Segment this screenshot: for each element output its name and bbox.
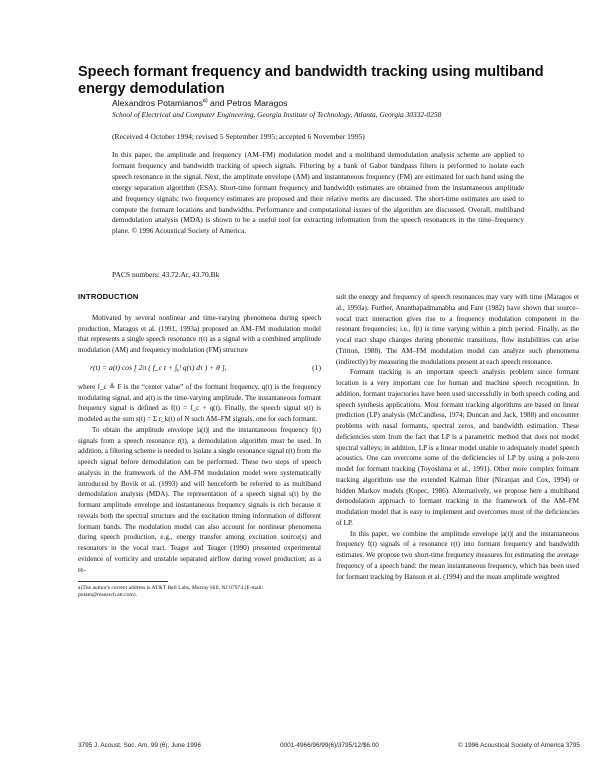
paper-title: Speech formant frequency and bandwidth tracking using multiband energy demodulation <box>78 64 544 97</box>
intro-paragraph-2: where f_c ≜ F is the “center value” of the formant frequency, q(t) is the frequency modulating signal, and a(t) is the time-varying amplitude. The instantaneous formant frequency signal is defined as f(t) = f_c + q(t). Finally, the speech signal s(t) is modeled as the sum s(t) = Σ r_k(t) of N such AM–FM signals, one for each formant. <box>78 382 321 423</box>
abstract-copyright: © 1996 Acoustical Society of America. <box>131 226 247 236</box>
abstract <box>112 150 524 237</box>
author-name-rest: and Petros Maragos <box>207 98 288 108</box>
equation-1 <box>78 356 321 382</box>
abstract-text: In this paper, the amplitude and frequency (AM–FM) modulation model and a multiband demodulation analysis scheme are applied to formant frequency and bandwidth tracking of speech signals. Filtering by a bank of Gabor bandpass filters is performed to isolate each speech resonance in the signal. Next, the amplitude envelope (AM) and instantaneous frequency (FM) are estimated for each band using the energy separation algorithm (ESA). Short-time formant frequency and bandwidth estimates are obtained from the instantaneous amplitude and frequency signals; two frequency estimates are proposed and their relative merits are discussed. The short-time estimates are used to compute the formant locations and bandwidths. Performance and computational issues of the algorithm are discussed. Overall, multiband demodulation analysis (MDA) is shown to be a useful tool for extracting information from the speech resonances in the time–frequency plane. <box>112 150 524 236</box>
footnote: a)The author's current address is AT&T Bell Labs, Murray Hill, NJ 07974 (E-mail: potam@research.att.com). <box>78 585 264 599</box>
right-column <box>336 292 579 582</box>
left-column <box>78 292 321 599</box>
page-footer <box>78 742 580 749</box>
equation-number: (1) <box>312 363 321 373</box>
authors <box>112 98 287 108</box>
footer-copyright: © 1996 Acoustical Society of America 3795 <box>458 742 580 749</box>
footnote-rule <box>78 581 168 582</box>
footer-journal: 3795 J. Acoust. Soc. Am. 99 (6), June 1996 <box>78 742 201 749</box>
affiliation: School of Electrical and Computer Engineering, Georgia Institute of Technology, Atlanta, Georgia 30332-0250 <box>112 110 442 119</box>
author-footnote-mark: a) <box>202 98 208 105</box>
equation-body: r(t) = a(t) cos [ 2π ( f_c t + ∫₀ᵗ q(τ) dτ ) + θ ], <box>90 363 227 373</box>
section-heading: INTRODUCTION <box>78 292 139 301</box>
intro-paragraph-3: To obtain the amplitude envelope |a(t)| and the instantaneous frequency f(t) signals from a speech resonance r(t), a demodulation algorithm must be used. In addition, a filtering scheme is needed to isolate a single resonance signal r(t) from the speech signal before demodulation can be performed. These two steps of speech analysis in the framework of the AM–FM modulation model were systematically introduced by Bovik et al. (1993) and will henceforth be referred to as multiband demodulation analysis (MDA). The representation of a speech signal s(t) by the formant amplitude envelope and instantaneous frequency signals is rich because it reveals both the spectral structure and the excitation timing information of different formant bands. The modulation model can also account for nonlinear phenomena during speech production, e.g., energy transfer among excitation source(s) and resonators in the vocal tract. Teager and Teager (1990) presented experimental evidence of vorticity and unstable separated airflow during vowel production; as a re- <box>78 425 321 574</box>
pacs-numbers: PACS numbers: 43.72.Ar, 43.70.Bk <box>112 270 220 279</box>
intro-paragraph-6: In this paper, we combine the amplitude envelope |a(t)| and the instantaneous frequency f(t) signals of a resonance r(t) into formant frequency and bandwidth estimates. We propose two short-time frequency measures for estimating the average frequency of a speech band: the mean instantaneous frequency, which has been used for formant tracking by Hanson et al. (1994) and the mean amplitude weighted <box>336 529 579 581</box>
author-name: Alexandros Potamianos <box>112 98 203 108</box>
footer-issn: 0001-4966/96/99(6)/3795/12/$6.00 <box>280 742 379 749</box>
intro-paragraph-1: Motivated by several nonlinear and time-varying phenomena during speech production, Maragos et al. (1991, 1993a) proposed an AM–FM modulation model that represents a single speech resonance r(t) as a signal with a combined amplitude modulation (AM) and frequency modulation (FM) structure <box>78 313 321 354</box>
intro-paragraph-4: sult the energy and frequency of speech resonances may vary with time (Maragos et al., 1993a). Further, Ananthapadmanabha and Fant (1982) have shown that source–vocal tract interaction gives rise to a frequency modulation component in the resonant frequencies; i.e., f(t) is time varying within a pitch period. Finally, as the vocal tract shape changes during phonemic transitions, flow instabilities can arise (Tritton, 1988). The AM–FM modulation model can analyze such phenomena (indirectly) by measuring the modulations present at each speech resonance. <box>336 293 579 366</box>
intro-paragraph-5: Formant tracking is an important speech analysis problem since formant location is a very important cue for human and machine speech recognition. In addition, formant trajectories have been used successfully in both speech coding and speech synthesis applications. Most formant tracking algorithms are based on linear prediction (LP) analysis (McCandless, 1974; Duncan and Jack, 1988) and encounter problems with nasal formants, spectral zeros, and bandwidth estimation. These deficiencies stem from the fact that LP is a parametric method that does not model spectral valleys; in addition, LP is a linear model unable to adequately model speech acoustics. One can overcome some of the deficiencies of LP by using a pole-zero model for formant tracking (Toyoshima et al., 1991). Other more complex formant tracking algorithms use the extended Kalman filter (Niranjan and Cox, 1994) or hidden Markov models (Kopec, 1986). Alternatively, we propose here a multiband demodulation approach to formant tracking in the framework of the AM–FM modulation model that is easy to implement and overcomes most of the deficiencies of LP. <box>336 368 579 527</box>
received-dates: (Received 4 October 1994; revised 5 September 1995; accepted 6 November 1995) <box>112 132 365 141</box>
